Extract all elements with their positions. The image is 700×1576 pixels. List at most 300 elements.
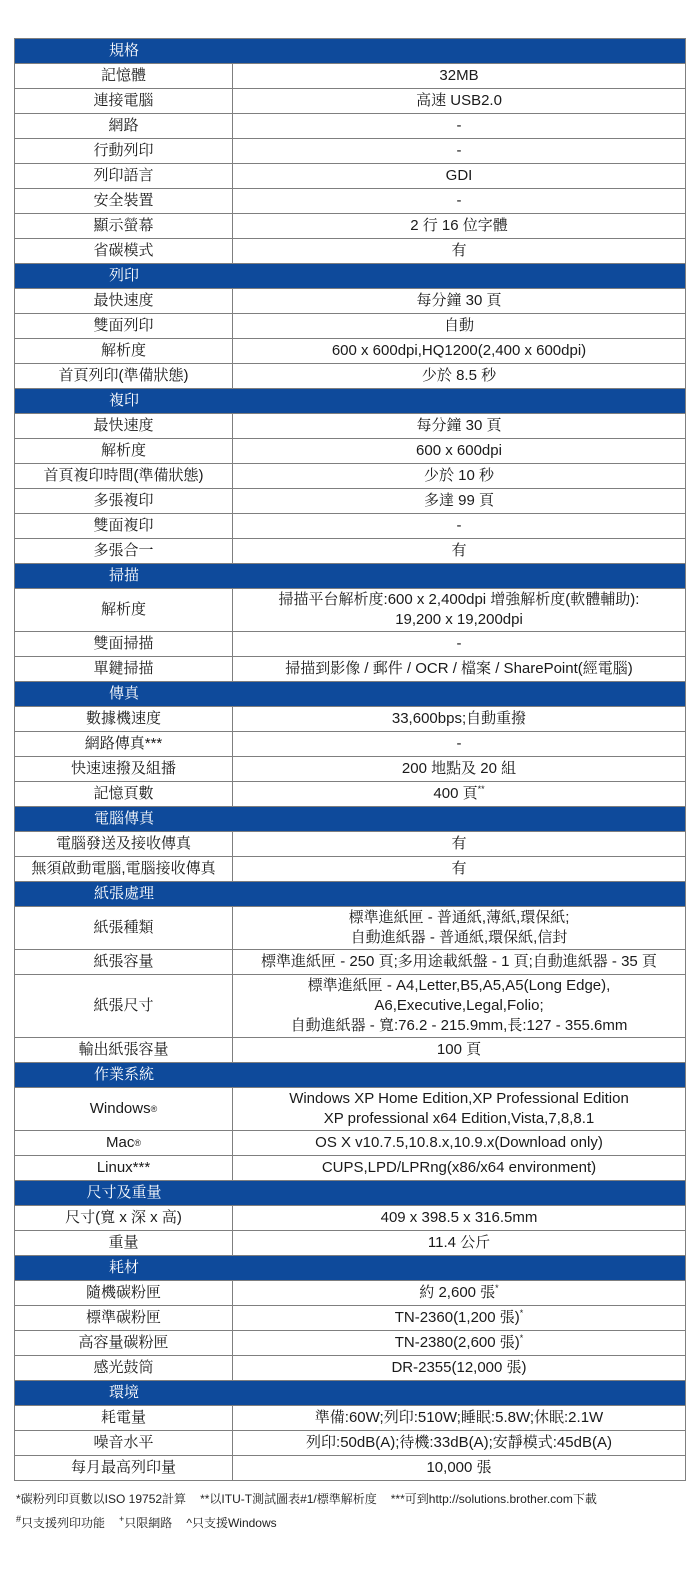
spec-value — [233, 857, 685, 881]
spec-value-text — [237, 1333, 681, 1353]
spec-label-text: 連接電腦 — [93, 92, 154, 109]
spec-label-text: 多張合一 — [93, 542, 154, 559]
spec-row — [15, 756, 685, 781]
spec-label-text: 解析度 — [100, 442, 146, 459]
footnote-item — [119, 1516, 172, 1530]
footnote-text: 只限網路 — [124, 1516, 173, 1530]
spec-label-text: 耗電量 — [100, 1409, 146, 1426]
spec-value-line: 掃描平台解析度:600 x 2,400dpi 增強解析度(軟體輔助): — [278, 591, 640, 608]
spec-row — [15, 856, 685, 881]
spec-row — [15, 656, 685, 681]
spec-row — [15, 1355, 685, 1380]
spec-label-text: 解析度 — [100, 342, 146, 359]
spec-value-string: 200 地點及 20 組 — [401, 760, 517, 777]
spec-label-text: 多張複印 — [93, 492, 154, 509]
spec-value-sup: ** — [477, 784, 485, 794]
spec-value — [233, 139, 685, 163]
section-header — [15, 388, 685, 413]
spec-label-text: 重量 — [108, 1234, 139, 1251]
spec-value — [233, 1281, 685, 1305]
spec-label — [15, 589, 233, 631]
spec-label-text: 隨機碳粉匣 — [85, 1284, 161, 1301]
section-title: 作業系統 — [93, 1066, 154, 1083]
spec-row — [15, 438, 685, 463]
spec-label-text: 雙面掃描 — [93, 635, 154, 652]
spec-value-text — [237, 341, 681, 361]
spec-label — [15, 757, 233, 781]
spec-value-text — [237, 141, 681, 161]
spec-label — [15, 1306, 233, 1330]
spec-value — [233, 464, 685, 488]
spec-row — [15, 706, 685, 731]
section-header — [15, 806, 685, 831]
footnote-item — [16, 1492, 186, 1506]
section-header — [15, 39, 685, 63]
spec-label — [15, 975, 233, 1037]
spec-label — [15, 1431, 233, 1455]
spec-row — [15, 1230, 685, 1255]
spec-value — [233, 64, 685, 88]
spec-row — [15, 163, 685, 188]
spec-label — [15, 489, 233, 513]
spec-value — [233, 657, 685, 681]
spec-label-text: Linux*** — [96, 1159, 151, 1176]
spec-label-text: 電腦發送及接收傳真 — [55, 835, 191, 852]
spec-value-text — [237, 91, 681, 111]
spec-value-text — [237, 1458, 681, 1478]
spec-row — [15, 363, 685, 388]
section-header — [15, 263, 685, 288]
spec-label-text: 數據機速度 — [85, 710, 161, 727]
footnote-text: 碳粉列印頁數以ISO 19752計算 — [20, 1492, 187, 1506]
spec-value — [233, 907, 685, 949]
spec-row — [15, 138, 685, 163]
footnote-line-2 — [16, 1515, 686, 1531]
spec-label — [15, 857, 233, 881]
spec-value-text — [237, 1283, 681, 1303]
spec-row — [15, 238, 685, 263]
spec-value — [233, 114, 685, 138]
spec-value-text — [237, 659, 681, 679]
spec-value-string: 列印:50dB(A);待機:33dB(A);安靜模式:45dB(A) — [306, 1434, 612, 1451]
spec-label — [15, 732, 233, 756]
spec-label — [15, 239, 233, 263]
spec-row — [15, 488, 685, 513]
spec-value-string: 有 — [451, 242, 467, 259]
spec-value-text — [237, 516, 681, 536]
spec-value-string: OS X v10.7.5,10.8.x,10.9.x(Download only) — [315, 1134, 603, 1151]
section-header — [15, 563, 685, 588]
spec-value-string: - — [456, 192, 462, 209]
spec-value-string: 32MB — [439, 67, 479, 84]
spec-value-text — [237, 1358, 681, 1378]
spec-value-text — [237, 441, 681, 461]
spec-label — [15, 657, 233, 681]
spec-label — [15, 782, 233, 806]
spec-label — [15, 314, 233, 338]
spec-value — [233, 757, 685, 781]
spec-label-text: 標準碳粉匣 — [85, 1309, 161, 1326]
spec-label — [15, 1331, 233, 1355]
spec-value-text — [237, 1233, 681, 1253]
spec-label: Windows ® — [15, 1088, 233, 1130]
spec-label-text: 省碳模式 — [93, 242, 154, 259]
spec-label-text: 最快速度 — [93, 292, 154, 309]
spec-value-string: 掃描到影像 / 郵件 / OCR / 檔案 / SharePoint(經電腦) — [285, 660, 633, 677]
spec-row — [15, 1430, 685, 1455]
spec-row — [15, 1037, 685, 1062]
spec-value — [233, 439, 685, 463]
spec-value-text — [237, 1408, 681, 1428]
spec-label — [15, 707, 233, 731]
footnote-text: 以ITU-T測試圖表#1/標準解析度 — [209, 1492, 377, 1506]
spec-value-text — [237, 491, 681, 511]
spec-value-text — [237, 416, 681, 436]
section-title: 尺寸及重量 — [86, 1184, 162, 1201]
spec-label-text: 無須啟動電腦,電腦接收傳真 — [31, 860, 216, 877]
spec-value-text — [237, 66, 681, 86]
spec-value-string: 多達 99 頁 — [423, 492, 495, 509]
spec-row — [15, 113, 685, 138]
footnote-line-1 — [16, 1491, 686, 1507]
spec-value-text — [237, 166, 681, 186]
spec-label — [15, 632, 233, 656]
spec-label-text: 高容量碳粉匣 — [78, 1334, 169, 1351]
spec-label — [15, 464, 233, 488]
section-header — [15, 1380, 685, 1405]
footnote-item — [16, 1516, 105, 1530]
spec-value-string: 409 x 398.5 x 316.5mm — [380, 1209, 538, 1226]
spec-value-string: 11.4 公斤 — [427, 1234, 491, 1251]
spec-label — [15, 1206, 233, 1230]
spec-value-string: 有 — [451, 542, 467, 559]
spec-value-string: - — [456, 735, 462, 752]
spec-value-text — [237, 784, 681, 804]
spec-value-string: 自動 — [443, 317, 474, 334]
spec-value-string: - — [456, 635, 462, 652]
spec-label — [15, 164, 233, 188]
spec-label-text: 紙張尺寸 — [93, 997, 154, 1014]
spec-value — [233, 539, 685, 563]
spec-value-text — [237, 1308, 681, 1328]
spec-row — [15, 188, 685, 213]
spec-value-text — [237, 952, 681, 972]
spec-row — [15, 413, 685, 438]
spec-label-text: 尺寸(寬 x 深 x 高) — [65, 1209, 182, 1226]
footnote-item — [391, 1492, 597, 1506]
spec-label-text: 最快速度 — [93, 417, 154, 434]
spec-value-text — [237, 1133, 681, 1153]
spec-value-text — [237, 191, 681, 211]
spec-row — [15, 338, 685, 363]
footnote-item — [186, 1516, 276, 1530]
spec-value — [233, 1131, 685, 1155]
spec-row — [15, 1455, 685, 1480]
spec-label — [15, 139, 233, 163]
spec-value-sup: * — [495, 1283, 499, 1293]
spec-label — [15, 364, 233, 388]
spec-label-text: 快速速撥及組播 — [70, 760, 176, 777]
spec-value-string: 33,600bps;自動重撥 — [391, 710, 527, 727]
section-title: 規格 — [108, 42, 139, 59]
spec-label-text: 網路傳真*** — [84, 735, 163, 752]
spec-label-text: Windows — [89, 1100, 151, 1117]
spec-label — [15, 414, 233, 438]
spec-label-text: 顯示螢幕 — [93, 217, 154, 234]
spec-value — [233, 975, 685, 1037]
spec-value — [233, 214, 685, 238]
spec-value-text — [237, 291, 681, 311]
spec-value — [233, 414, 685, 438]
spec-label — [15, 514, 233, 538]
spec-value — [233, 289, 685, 313]
spec-value-string: 10,000 張 — [426, 1459, 492, 1476]
spec-value — [233, 239, 685, 263]
footnote-text: 只支援列印功能 — [21, 1516, 106, 1530]
spec-value-string: 600 x 600dpi,HQ1200(2,400 x 600dpi) — [331, 342, 587, 359]
spec-row — [15, 88, 685, 113]
spec-label-text: 記憶體 — [100, 67, 146, 84]
spec-label — [15, 1356, 233, 1380]
spec-value — [233, 1456, 685, 1480]
spec-value-string: 每分鐘 30 頁 — [416, 292, 502, 309]
spec-label-text: 安全裝置 — [93, 192, 154, 209]
spec-label — [15, 1406, 233, 1430]
spec-value — [233, 1306, 685, 1330]
spec-value-text — [237, 1208, 681, 1228]
spec-label — [15, 950, 233, 974]
spec-row — [15, 1305, 685, 1330]
spec-row — [15, 974, 685, 1037]
spec-value-text — [237, 466, 681, 486]
footnote-symbol: ** — [200, 1492, 210, 1506]
spec-value — [233, 732, 685, 756]
spec-label-text: 紙張容量 — [93, 953, 154, 970]
spec-value-line: 自動進紙器 - 普通紙,環保紙,信封 — [350, 929, 568, 946]
spec-value — [233, 1356, 685, 1380]
footnote-symbol: ^ — [186, 1516, 192, 1530]
spec-row — [15, 1130, 685, 1155]
spec-value-line: 自動進紙器 - 寬:76.2 - 215.9mm,長:127 - 355.6mm — [290, 1017, 628, 1034]
spec-row — [15, 1330, 685, 1355]
spec-value — [233, 364, 685, 388]
spec-label — [15, 339, 233, 363]
spec-value-text — [237, 634, 681, 654]
spec-label-text: 每月最高列印量 — [70, 1459, 176, 1476]
spec-row — [15, 949, 685, 974]
spec-value — [233, 1206, 685, 1230]
spec-value — [233, 1088, 685, 1130]
spec-value-string: - — [456, 117, 462, 134]
spec-value — [233, 1038, 685, 1062]
section-title: 掃描 — [108, 567, 139, 584]
footnote-text: 只支援Windows — [191, 1516, 277, 1530]
spec-value-line: 標準進紙匣 - A4,Letter,B5,A5,A5(Long Edge), — [307, 977, 611, 994]
spec-row — [15, 1405, 685, 1430]
footnote-symbol: + — [119, 1514, 125, 1524]
spec-value — [233, 950, 685, 974]
spec-label — [15, 289, 233, 313]
spec-label-text: 網路 — [108, 117, 139, 134]
section-title: 傳真 — [108, 685, 139, 702]
spec-row — [15, 1280, 685, 1305]
spec-value-string: 準備:60W;列印:510W;睡眠:5.8W;休眠:2.1W — [314, 1409, 604, 1426]
section-title: 電腦傳真 — [93, 810, 154, 827]
spec-label — [15, 1281, 233, 1305]
spec-value — [233, 314, 685, 338]
section-header — [15, 681, 685, 706]
spec-value-string: GDI — [445, 167, 473, 184]
spec-value-sup: * — [519, 1308, 524, 1318]
section-title: 複印 — [108, 392, 139, 409]
spec-value-string: - — [456, 142, 462, 159]
spec-value — [233, 89, 685, 113]
spec-value-string: DR-2355(12,000 張) — [391, 1359, 527, 1376]
section-header — [15, 881, 685, 906]
spec-row — [15, 588, 685, 631]
spec-value-string: - — [456, 517, 462, 534]
spec-value — [233, 589, 685, 631]
spec-label-text: 首頁複印時間(準備狀態) — [43, 467, 204, 484]
spec-value-text — [237, 241, 681, 261]
spec-label-text: 解析度 — [100, 601, 146, 618]
spec-label-text: 輸出紙張容量 — [78, 1041, 169, 1058]
spec-value — [233, 189, 685, 213]
footnote-symbol: # — [16, 1514, 22, 1524]
spec-value-line: 19,200 x 19,200dpi — [395, 611, 523, 628]
spec-value-string: TN-2360(1,200 張) — [394, 1309, 520, 1326]
spec-value-string: CUPS,LPD/LPRng(x86/x64 environment) — [321, 1159, 597, 1176]
spec-value-text — [237, 734, 681, 754]
spec-value-text — [237, 216, 681, 236]
spec-value-text — [237, 759, 681, 779]
footnote-item — [200, 1492, 377, 1506]
spec-value-string: 有 — [451, 835, 467, 852]
spec-label — [15, 439, 233, 463]
spec-label — [15, 539, 233, 563]
spec-value-text — [237, 116, 681, 136]
spec-value-line: 標準進紙匣 - 普通紙,薄紙,環保紙; — [348, 909, 570, 926]
spec-label — [15, 114, 233, 138]
spec-value — [233, 1406, 685, 1430]
spec-value-sup: * — [519, 1333, 524, 1343]
spec-value-line: XP professional x64 Edition,Vista,7,8,8.1 — [323, 1110, 595, 1127]
spec-label — [15, 214, 233, 238]
spec-value-text — [237, 709, 681, 729]
spec-label — [15, 89, 233, 113]
spec-label-text: 首頁列印(準備狀態) — [58, 367, 189, 384]
spec-label-text: 紙張種類 — [93, 919, 154, 936]
spec-page — [0, 38, 700, 1531]
spec-value-text — [237, 541, 681, 561]
spec-row — [15, 313, 685, 338]
spec-row — [15, 906, 685, 949]
spec-value-string: 有 — [451, 860, 467, 877]
spec-value-text — [237, 1158, 681, 1178]
section-title: 環境 — [108, 1384, 139, 1401]
spec-label — [15, 1456, 233, 1480]
section-title: 列印 — [108, 267, 139, 284]
footnote-symbol: *** — [390, 1492, 405, 1506]
spec-label-text: 記憶頁數 — [93, 785, 154, 802]
spec-value — [233, 514, 685, 538]
spec-value-text — [237, 316, 681, 336]
spec-row — [15, 288, 685, 313]
spec-row — [15, 538, 685, 563]
spec-label-text: 感光鼓筒 — [93, 1359, 154, 1376]
spec-value-text — [237, 859, 681, 879]
spec-value — [233, 164, 685, 188]
spec-value-text — [237, 366, 681, 386]
spec-value-string: 2 行 16 位字體 — [410, 217, 508, 234]
spec-value — [233, 1431, 685, 1455]
spec-row — [15, 463, 685, 488]
spec-label — [15, 832, 233, 856]
spec-value-string: 少於 10 秒 — [423, 467, 495, 484]
spec-label — [15, 1231, 233, 1255]
spec-value — [233, 782, 685, 806]
section-header — [15, 1062, 685, 1087]
spec-label-text: 行動列印 — [93, 142, 154, 159]
spec-value-string: 標準進紙匣 - 250 頁;多用途載紙盤 - 1 頁;自動進紙器 - 35 頁 — [261, 953, 657, 970]
section-header — [15, 1255, 685, 1280]
spec-row — [15, 831, 685, 856]
spec-value-line: A6,Executive,Legal,Folio; — [374, 997, 544, 1014]
spec-value-string: 600 x 600dpi — [416, 442, 502, 459]
spec-row — [15, 781, 685, 806]
spec-value-string: 少於 8.5 秒 — [421, 367, 497, 384]
spec-label-text: 雙面列印 — [93, 317, 154, 334]
spec-label-text: 雙面複印 — [93, 517, 154, 534]
spec-row — [15, 1155, 685, 1180]
footnotes — [16, 1491, 686, 1531]
spec-value — [233, 632, 685, 656]
spec-value — [233, 707, 685, 731]
spec-label — [15, 189, 233, 213]
spec-row — [15, 631, 685, 656]
spec-value — [233, 832, 685, 856]
spec-value-string: 100 頁 — [436, 1041, 482, 1058]
spec-value — [233, 1331, 685, 1355]
spec-label — [15, 64, 233, 88]
spec-label-text: 單鍵掃描 — [93, 660, 154, 677]
spec-label-text: 噪音水平 — [93, 1434, 154, 1451]
spec-value — [233, 339, 685, 363]
spec-label — [15, 907, 233, 949]
spec-row — [15, 1087, 685, 1130]
spec-value-line: Windows XP Home Edition,XP Professional Edition — [289, 1090, 629, 1107]
footnote-symbol: * — [16, 1492, 21, 1506]
spec-value-string: 高速 USB2.0 — [416, 92, 502, 109]
spec-label — [15, 1156, 233, 1180]
spec-value-text — [237, 1040, 681, 1060]
spec-label-text: Mac — [106, 1134, 135, 1151]
spec-value — [233, 1231, 685, 1255]
spec-value — [233, 1156, 685, 1180]
spec-value-string: 每分鐘 30 頁 — [416, 417, 502, 434]
spec-label-text: 列印語言 — [93, 167, 154, 184]
spec-row — [15, 513, 685, 538]
spec-value — [233, 489, 685, 513]
section-title: 紙張處理 — [93, 885, 154, 902]
spec-row — [15, 1205, 685, 1230]
footnote-text: 可到http://solutions.brother.com下載 — [404, 1492, 597, 1506]
spec-value-string: 約 2,600 張 — [419, 1284, 496, 1301]
spec-table — [14, 38, 686, 1481]
spec-value-text — [237, 834, 681, 854]
spec-value-string: TN-2380(2,600 張) — [394, 1334, 520, 1351]
spec-label — [15, 1038, 233, 1062]
